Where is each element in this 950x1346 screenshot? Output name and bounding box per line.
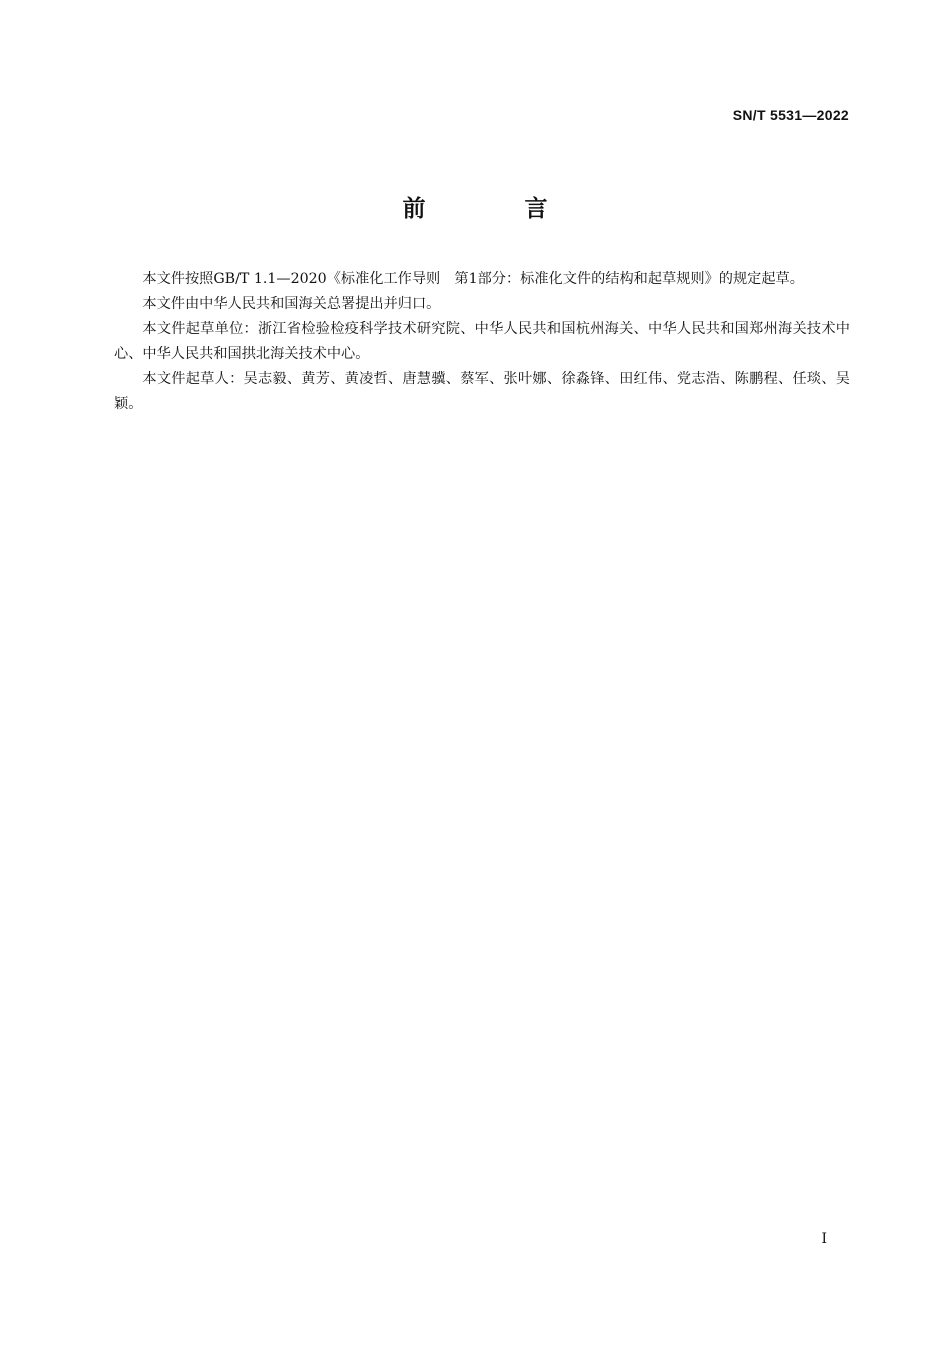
paragraph-drafters: 本文件起草人：吴志毅、黄芳、黄凌哲、唐慧骥、蔡军、张叶娜、徐淼锋、田红伟、党志浩、陈鹏程、任琰、吴颖。 bbox=[114, 371, 850, 412]
standard-code: SN/T 5531—2022 bbox=[732, 107, 849, 123]
foreword-body bbox=[114, 267, 850, 417]
paragraph-proposer: 本文件由中华人民共和国海关总署提出并归口。 bbox=[142, 296, 441, 312]
page-number: I bbox=[821, 1231, 827, 1247]
paragraph-drafting-rules: 本文件按照GB/T 1.1—2020《标准化工作导则 第1部分：标准化文件的结构和起草规则》的规定起草。 bbox=[142, 271, 804, 287]
page-title: 前 言 bbox=[402, 196, 586, 222]
paragraph-drafting-units: 本文件起草单位：浙江省检验检疫科学技术研究院、中华人民共和国杭州海关、中华人民共和国郑州海关技术中心、中华人民共和国拱北海关技术中心。 bbox=[114, 321, 850, 362]
